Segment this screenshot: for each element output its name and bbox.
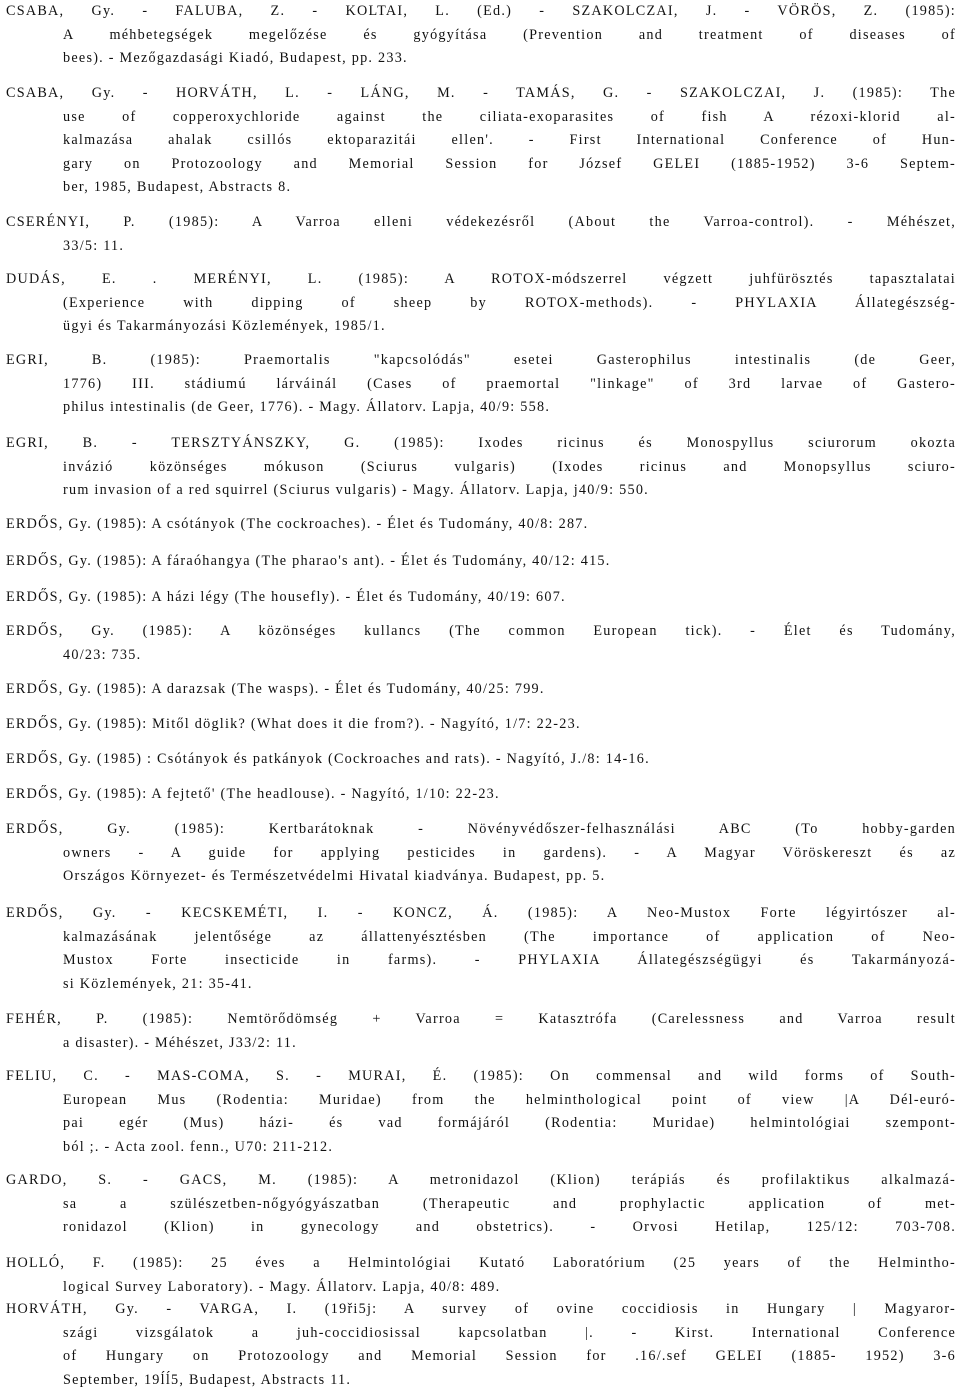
reference-line: logical Survey Laboratory). - Magy. Állatorv. Lapja, 40/8: 489.	[63, 1278, 501, 1295]
reference-line: ügyi és Takarmányozási Közlemények, 1985/1.	[63, 318, 386, 334]
reference-line: ból ;. - Acta zool. fenn., U70: 211-212.	[63, 1138, 334, 1155]
reference-line: CSABA, Gy. - FALUBA, Z. - KOLTAI, L. (Ed.) - SZAKOLCZAI, J. - VÖRÖS, Z. (1985):	[6, 3, 956, 19]
reference-line: DUDÁS, E. . MERÉNYI, L. (1985): A ROTOX-módszerrel végzett juhfürösztés tapasztalatai	[6, 271, 956, 287]
reference-entry	[6, 586, 956, 610]
reference-entry	[6, 550, 956, 574]
reference-entry	[6, 678, 956, 702]
reference-line: ERDŐS, Gy. (1985): A közönséges kullancs (The common European tick). - Élet és Tudomány,	[6, 623, 956, 639]
reference-line: ERDŐS, Gy. (1985): A darazsak (The wasps). - Élet és Tudomány, 40/25: 799.	[6, 681, 545, 697]
reference-entry	[6, 818, 956, 889]
reference-line: CSABA, Gy. - HORVÁTH, L. - LÁNG, M. - TAMÁS, G. - SZAKOLCZAI, J. (1985): The	[6, 85, 956, 101]
reference-entry	[6, 748, 956, 772]
reference-entry	[6, 268, 956, 339]
reference-entry	[6, 82, 956, 200]
reference-line: Országos Környezet- és Természetvédelmi Hivatal kiadványa. Budapest, pp. 5.	[63, 868, 606, 884]
reference-line: ERDŐS, Gy. (1985): Kertbarátoknak - Növényvédőszer-felhasználási ABC (To hobby-garden	[6, 821, 956, 837]
reference-line: EGRI, B. - TERSZTYÁNSZKY, G. (1985): Ixodes ricinus és Monospyllus sciurorum okozta	[6, 435, 956, 451]
reference-entry	[6, 211, 956, 258]
reference-line: kalmazása ahalak csillós ektoparazitái ellen'. - First International Conference of Hun-	[63, 132, 956, 148]
reference-line: bees). - Mezőgazdasági Kiadó, Budapest, pp. 233.	[63, 50, 408, 66]
reference-line: FELIU, C. - MAS-COMA, S. - MURAI, É. (1985): On commensal and wild forms of South-	[6, 1068, 956, 1084]
reference-line: ronidazol (Klion) in gynecology and obstetrics). - Orvosi Hetilap, 125/12: 703-708.	[63, 1219, 956, 1235]
reference-line: ERDŐS, Gy. (1985): A házi légy (The housefly). - Élet és Tudomány, 40/19: 607.	[6, 589, 566, 605]
reference-entry	[6, 1008, 956, 1055]
reference-line: a disaster). - Méhészet, J33/2: 11.	[63, 1034, 297, 1051]
reference-line: rum invasion of a red squirrel (Sciurus vulgaris) - Magy. Állatorv. Lapja, j40/9: 550.	[63, 482, 649, 498]
reference-entry	[6, 432, 956, 503]
reference-entry	[6, 902, 956, 996]
reference-line: (Experience with dipping of sheep by ROTOX-methods). - PHYLAXIA Állategészség-	[63, 294, 956, 311]
reference-line: sa a szülészetben-nőgyógyászatban (Therapeutic and prophylactic application of met-	[63, 1195, 956, 1212]
reference-line: ERDŐS, Gy. - KECSKEMÉTI, I. - KONCZ, Á. (1985): A Neo-Mustox Forte légyirtószer al-	[6, 905, 956, 921]
reference-line: Mustox Forte insecticide in farms). - PHYLAXIA Állategészségügyi és Takarmányozá-	[63, 952, 956, 968]
reference-line: 1776) III. stádiumú lárváinál (Cases of praemortal "linkage" of 3rd larvae of Gastero-	[63, 375, 956, 392]
reference-line: 33/5: 11.	[63, 237, 125, 254]
reference-entry	[6, 0, 956, 71]
reference-line: A méhbetegségek megelőzése és gyógyítása (Prevention and treatment of diseases of	[63, 26, 956, 43]
reference-entry	[6, 1298, 956, 1392]
reference-line: CSERÉNYI, P. (1985): A Varroa elleni védekezésről (About the Varroa-control). - Méhészet,	[6, 214, 956, 230]
reference-line: ber, 1985, Budapest, Abstracts 8.	[63, 179, 292, 195]
reference-line: of Hungary on Protozoology and Memorial Session for .16/.sef GELEI (1885- 1952) 3-6	[63, 1348, 956, 1364]
reference-line: ERDŐS, Gy. (1985): Mitől döglik? (What does it die from?). - Nagyító, 1/7: 22-23.	[6, 716, 581, 732]
reference-line: use of copperoxychloride against the ciliata-exoparasites of fish A rézoxi-klorid al-	[63, 108, 956, 125]
reference-line: HORVÁTH, Gy. - VARGA, I. (19ři5j: A survey of ovine coccidiosis in Hungary | Magyaror-	[6, 1301, 956, 1317]
reference-line: philus intestinalis (de Geer, 1776). - Magy. Állatorv. Lapja, 40/9: 558.	[63, 399, 551, 415]
reference-line: EGRI, B. (1985): Praemortalis "kapcsolódás" esetei Gasterophilus intestinalis (de Geer,	[6, 352, 956, 368]
reference-entry	[6, 1065, 956, 1159]
reference-entry	[6, 713, 956, 737]
reference-line: HOLLÓ, F. (1985): 25 éves a Helmintológiai Kutató Laboratórium (25 years of the Helmintho-	[6, 1255, 956, 1271]
reference-entry	[6, 1252, 956, 1299]
reference-line: ERDŐS, Gy. (1985): A fejtető' (The headlouse). - Nagyító, 1/10: 22-23.	[6, 786, 500, 802]
reference-line: owners - A guide for applying pesticides in gardens). - A Magyar Vöröskereszt és az	[63, 844, 956, 861]
reference-entry	[6, 1169, 956, 1240]
reference-line: ERDŐS, Gy. (1985): A fáraóhangya (The pharao's ant). - Élet és Tudomány, 40/12: 415.	[6, 553, 611, 569]
reference-line: GARDO, S. - GACS, M. (1985): A metronidazol (Klion) terápiás és profilaktikus alkalmazá-	[6, 1172, 956, 1188]
reference-line: kalmazásának jelentősége az állattenyésztésben (The importance of application of Neo-	[63, 928, 956, 945]
reference-line: pai egér (Mus) házi- és vad formájáról (Rodentia: Muridae) helmintológiai szempont-	[63, 1115, 956, 1131]
reference-line: FEHÉR, P. (1985): Nemtörődömség + Varroa = Katasztrófa (Carelessness and Varroa result	[6, 1011, 956, 1027]
reference-entry	[6, 349, 956, 420]
reference-line: September, 19ĺĺ5, Budapest, Abstracts 11.	[63, 1371, 352, 1388]
reference-line: si Közlemények, 21: 35-41.	[63, 975, 253, 992]
reference-entry	[6, 783, 956, 807]
reference-line: 40/23: 735.	[63, 646, 142, 663]
reference-entry	[6, 620, 956, 667]
reference-line: invázió közönséges mókuson (Sciurus vulgaris) (Ixodes ricinus and Monopsyllus sciuro-	[63, 458, 956, 475]
reference-line: gary on Protozoology and Memorial Session for József GELEI (1885-1952) 3-6 Septem-	[63, 155, 956, 172]
reference-line: ERDŐS, Gy. (1985) : Csótányok és patkányok (Cockroaches and rats). - Nagyító, J./8: 14-16.	[6, 751, 650, 767]
reference-line: European Mus (Rodentia: Muridae) from the helminthological point of view |A Dél-euró-	[63, 1091, 956, 1108]
reference-line: szági vizsgálatok a juh-coccidiosissal kapcsolatban |. - Kirst. International Conference	[63, 1324, 956, 1341]
reference-line: ERDŐS, Gy. (1985): A csótányok (The cockroaches). - Élet és Tudomány, 40/8: 287.	[6, 516, 589, 532]
reference-entry	[6, 513, 956, 537]
